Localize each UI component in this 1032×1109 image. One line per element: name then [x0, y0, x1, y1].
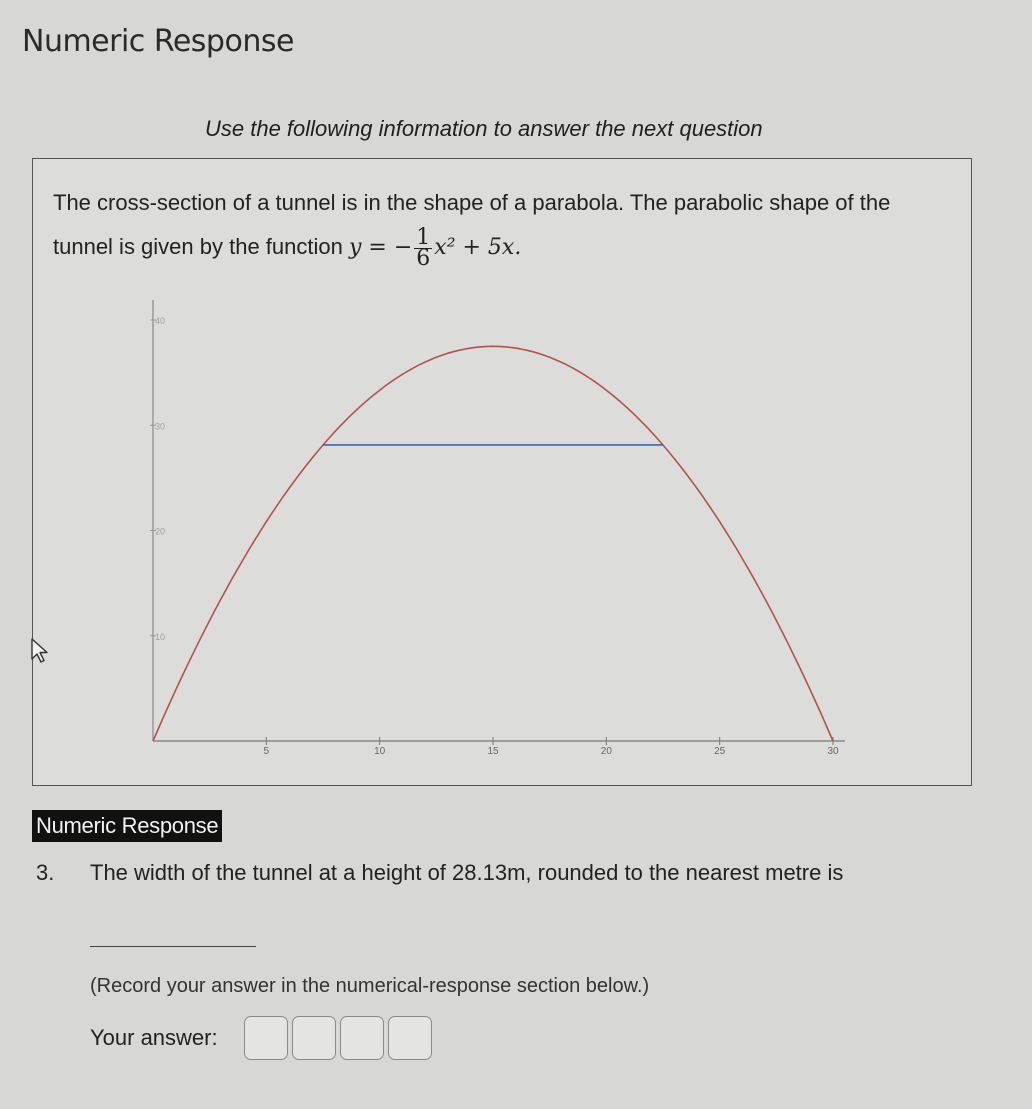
formula-lhs: y = — [348, 235, 387, 260]
y-tick-label: 40 — [155, 316, 166, 326]
ticks — [150, 316, 839, 757]
x-tick-label: 30 — [827, 746, 839, 757]
answer-label: Your answer: — [90, 1025, 218, 1050]
mouse-pointer-icon — [30, 637, 50, 665]
y-tick-label: 10 — [155, 631, 166, 642]
marks — [153, 346, 833, 741]
answer-digit-box-4[interactable] — [388, 1016, 432, 1060]
intro-text: Use the following information to answer the next question — [205, 116, 763, 141]
x-tick-label: 15 — [487, 746, 499, 757]
question-number: 3. — [36, 860, 55, 885]
tunnel-graph — [33, 159, 971, 785]
fraction-denominator: 6 — [416, 245, 431, 271]
fraction-numerator: 1 — [416, 224, 431, 250]
info-box — [32, 158, 972, 786]
answer-digit-box-1[interactable] — [244, 1016, 288, 1060]
axes — [153, 300, 845, 741]
info-description: The cross-section of a tunnel is in the shape of a parabola. The parabolic shape of the tunnel is given by the function — [53, 190, 891, 259]
x-tick-label: 25 — [714, 746, 726, 757]
answer-digit-box-3[interactable] — [340, 1016, 384, 1060]
y-tick-label: 30 — [155, 421, 166, 432]
page-title: Numeric Response — [22, 24, 294, 59]
x-tick-label: 5 — [263, 746, 270, 757]
y-tick-label: 20 — [155, 526, 166, 537]
record-note: (Record your answer in the numerical-response section below.) — [90, 975, 650, 997]
answer-boxes — [244, 1016, 432, 1060]
answer-digit-box-2[interactable] — [292, 1016, 336, 1060]
numeric-response-badge: Numeric Response — [32, 810, 222, 842]
answer-blank-line — [90, 946, 256, 947]
x-tick-label: 20 — [600, 746, 612, 757]
parabola-curve — [153, 346, 833, 741]
formula-neg: − — [393, 235, 413, 260]
formula-rest: x² + 5x. — [434, 235, 522, 260]
x-tick-label: 10 — [374, 746, 386, 757]
question-text: The width of the tunnel at a height of 28.13m, rounded to the nearest metre is — [90, 860, 844, 885]
